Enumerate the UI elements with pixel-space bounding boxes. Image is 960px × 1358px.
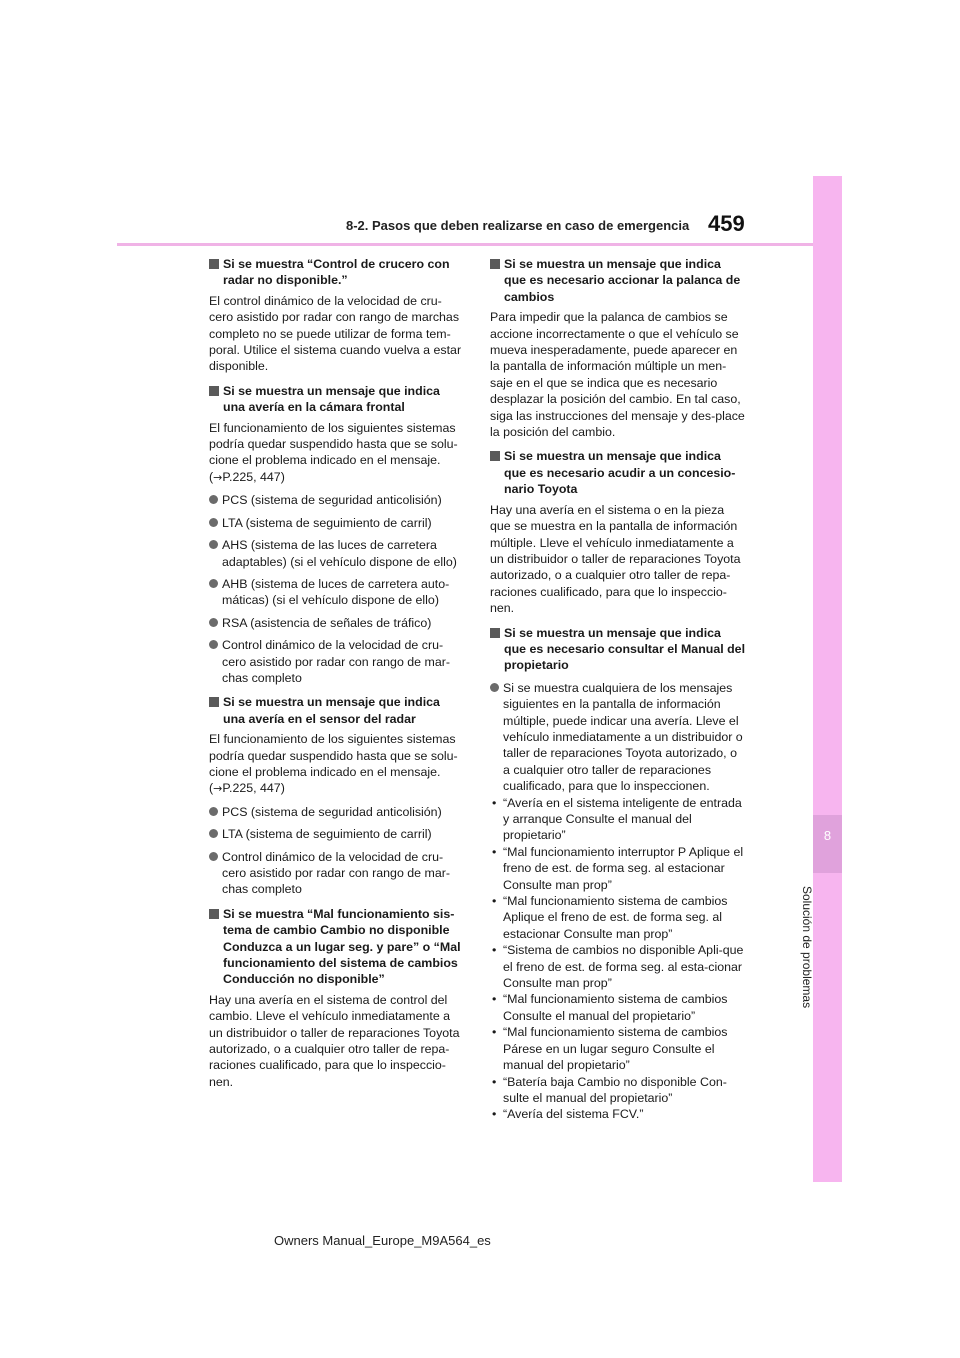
square-bullet-icon [209, 386, 219, 396]
sub-list-item: • “Mal funcionamiento interruptor P Aplique el freno de est. de forma seg. al estacionar Consulte man prop” [492, 844, 744, 892]
chapter-number: 8 [823, 828, 832, 843]
sub-list-item: • “Batería baja Cambio no disponible Con-sulte el manual del propietario” [492, 1074, 727, 1105]
section-text: El funcionamiento de los siguientes sistemas podría quedar suspendido hasta que se solu-cione el problema indicado en el mensaje. (→P.225, 447) [209, 420, 458, 484]
small-bullet-icon: • [492, 992, 497, 1007]
circle-bullet-icon [209, 618, 218, 627]
list-item: AHS (sistema de las luces de carretera adaptables) (si el vehículo dispone de ello) [209, 537, 464, 570]
chapter-label: Solución de problemas [800, 886, 814, 1009]
sub-list-item: • “Sistema de cambios no disponible Apli-que el freno de est. de forma seg. al esta-cionar Consulte man prop” [492, 943, 744, 991]
section-heading: Si se muestra “Mal funcionamiento sis-tema de cambio Cambio no disponible Conduzca a un lugar seg. y pare” o “Mal funcionamiento del sistema de cambios Conducción no disponible” [209, 906, 464, 988]
sub-list-item: • “Avería en el sistema inteligente de entrada y arranque Consulte el manual del propietario” [492, 795, 742, 843]
section-heading: Si se muestra un mensaje que indica que es necesario acudir a un concesio-nario Toyota [490, 448, 745, 497]
list-item: PCS (sistema de seguridad anticolisión) [209, 804, 464, 820]
circle-bullet-icon [209, 640, 218, 649]
list-item: Control dinámico de la velocidad de cru-cero asistido por radar con rango de mar-chas completo [209, 849, 464, 898]
sub-list-item: • “Mal funcionamiento sistema de cambios Aplique el freno de est. de forma seg. al estacionar Consulte man prop” [492, 894, 728, 941]
small-bullet-icon: • [492, 795, 497, 810]
section-heading: Si se muestra un mensaje que indica que es necesario consultar el Manual del propietario [490, 625, 745, 674]
list-item: LTA (sistema de seguimiento de carril) [209, 826, 464, 842]
arrow-right-icon: → [213, 470, 223, 484]
small-bullet-icon: • [492, 1107, 497, 1122]
side-band [813, 176, 842, 1182]
list-item: Control dinámico de la velocidad de cru-cero asistido por radar con rango de mar-chas completo [209, 637, 464, 686]
list-item: PCS (sistema de seguridad anticolisión) [209, 492, 464, 508]
section-heading: Si se muestra un mensaje que indica una avería en la cámara frontal [209, 383, 464, 416]
small-bullet-icon: • [492, 943, 497, 958]
square-bullet-icon [490, 628, 500, 638]
small-bullet-icon: • [492, 844, 497, 859]
arrow-right-icon: → [213, 782, 223, 796]
small-bullet-icon: • [492, 894, 497, 909]
square-bullet-icon [209, 909, 219, 919]
section-text: Hay una avería en el sistema de control del cambio. Lleve el vehículo inmediatamente a un distribuidor o taller de reparaciones Toyota autorizado, o a cualquier otro taller de repa-raciones cualificado, para que lo inspeccio-nen. [209, 992, 460, 1089]
chapter-tab[interactable] [813, 815, 842, 873]
circle-bullet-icon [209, 495, 218, 504]
list-item: LTA (sistema de seguimiento de carril) [209, 515, 464, 531]
circle-bullet-icon [209, 579, 218, 588]
sub-list-item: • “Avería del sistema FCV.” [492, 1107, 644, 1122]
list-item: AHB (sistema de luces de carretera auto-máticas) (si el vehículo dispone de ello) [209, 576, 464, 609]
circle-bullet-icon [209, 852, 218, 861]
small-bullet-icon: • [492, 1074, 497, 1089]
sub-list-item: • “Mal funcionamiento sistema de cambios Párese en un lugar seguro Consulte el manual del propietario” [492, 1025, 728, 1073]
circle-bullet-icon [209, 829, 218, 838]
section-text: El funcionamiento de los siguientes sistemas podría quedar suspendido hasta que se solu-cione el problema indicado en el mensaje. (→P.225, 447) [209, 732, 458, 796]
square-bullet-icon [490, 259, 500, 269]
right-column [490, 256, 745, 1123]
section-heading: Si se muestra un mensaje que indica que es necesario accionar la palanca de cambios [490, 256, 745, 305]
page-reference-link[interactable]: P.225, 447) [222, 781, 285, 796]
square-bullet-icon [209, 697, 219, 707]
square-bullet-icon [490, 451, 500, 461]
small-bullet-icon: • [492, 1025, 497, 1040]
section-text: Para impedir que la palanca de cambios se accione incorrectamente o que el vehículo se mueva inesperadamente, puede aparecer en la pantalla de información múltiple un men-saje en el que se indica que es necesario desplazar la posición del cambio. En tal caso, siga las instrucciones del mensaje y des-place la posición del cambio. [490, 310, 745, 440]
left-column [209, 256, 464, 1090]
section-heading: Si se muestra “Control de crucero con radar no disponible.” [209, 256, 464, 289]
square-bullet-icon [209, 259, 219, 269]
circle-bullet-icon [209, 807, 218, 816]
circle-bullet-icon [209, 518, 218, 527]
section-heading: Si se muestra un mensaje que indica una avería en el sensor del radar [209, 694, 464, 727]
circle-bullet-icon [490, 683, 499, 692]
footer-text: Owners Manual_Europe_M9A564_es [274, 1233, 491, 1248]
page-number: 459 [708, 211, 745, 236]
list-item: RSA (asistencia de señales de tráfico) [209, 615, 464, 631]
header-rule [117, 243, 813, 246]
page-reference-link[interactable]: P.225, 447) [222, 469, 285, 484]
section-text: Hay una avería en el sistema o en la pieza que se muestra en la pantalla de información múltiple. Lleve el vehículo inmediatamente a un distribuidor o taller de reparaciones Toyota autorizado, o a cualquier otro taller de repa-raciones cualificado, para que lo inspeccio-nen. [490, 502, 741, 616]
circle-bullet-icon [209, 540, 218, 549]
sub-list-item: • “Mal funcionamiento sistema de cambios Consulte el manual del propietario” [492, 992, 728, 1023]
section-title: 8-2. Pasos que deben realizarse en caso de emergencia [346, 218, 690, 233]
section-text: El control dinámico de la velocidad de cru-cero asistido por radar con rango de marchas completo no se puede utilizar de forma tem-poral. Utilice el sistema cuando vuelva a estar disponible. [209, 293, 462, 374]
list-item: Si se muestra cualquiera de los mensajes siguientes en la pantalla de información múltiple, puede indicar una avería. Lleve el vehículo inmediatamente a un distribuidor o taller de reparaciones Toyota autorizado, o a cualquier otro taller de reparaciones cualificado, para que lo inspeccionen. [490, 680, 745, 795]
